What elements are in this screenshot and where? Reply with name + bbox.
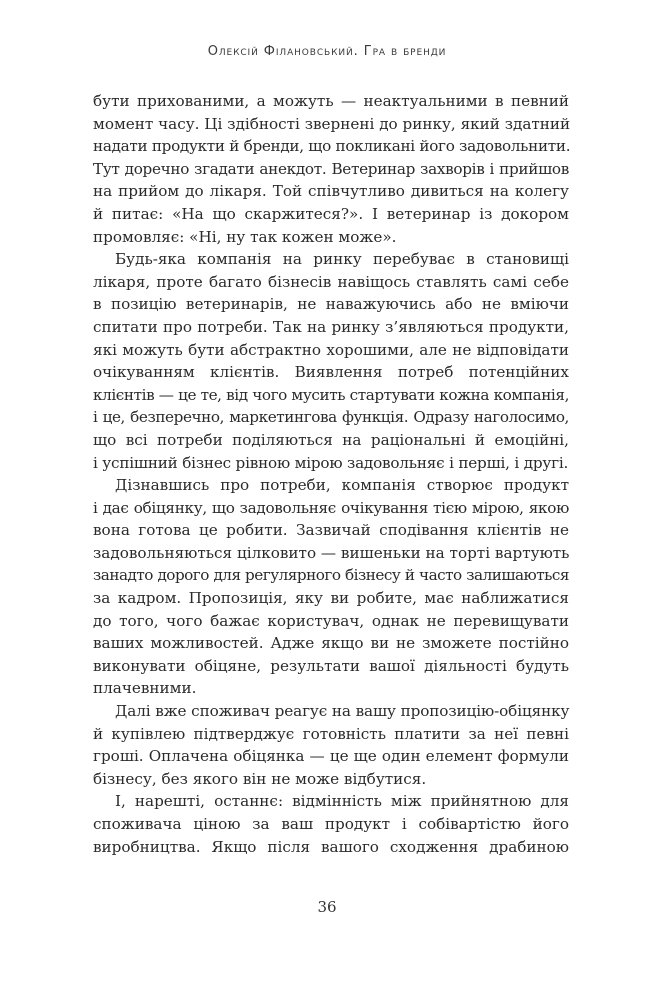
paragraph [93, 90, 569, 248]
text-line: бізнесу, без якого він не може відбутися. [93, 769, 427, 788]
text-line: й питає: «На що скаржитеся?». І ветеринар із докором [93, 204, 569, 223]
text-line: виробництва. Якщо після вашого сходження драбиною [93, 837, 569, 856]
text-line: виконувати обіцяне, результати вашої діяльності будуть [93, 656, 569, 675]
paragraph [93, 700, 569, 790]
text-line: і успішний бізнес рівною мірою задовольняє і перші, і другі. [93, 453, 569, 472]
text-line: Далі вже споживач реагує на вашу пропозицію-обіцянку [115, 702, 570, 721]
text-line: лікаря, проте багато бізнесів навіщось ставлять самі себе [93, 272, 569, 291]
text-line: які можуть бути абстрактно хорошими, але не відповідати [93, 340, 569, 359]
text-line: ваших можливостей. Адже якщо ви не зможете постійно [93, 634, 569, 653]
text-line: очікуванням клієнтів. Виявлення потреб потенційних [93, 363, 569, 382]
text-line: за кадром. Пропозиція, яку ви робите, має наближатися [93, 589, 569, 608]
text-line: на прийом до лікаря. Той співчутливо дивиться на колегу [93, 182, 569, 201]
text-line: промовляє: «Ні, ну так кожен може». [93, 227, 397, 246]
text-line: гроші. Оплачена обіцянка — це ще один елемент формули [93, 747, 569, 766]
paragraph [93, 248, 569, 474]
text-line: до того, чого бажає користувач, однак не перевищувати [93, 611, 569, 630]
text-line: надати продукти й бренди, що покликані його задовольнити. [93, 137, 571, 156]
text-line: і це, безперечно, маркетингова функція. Одразу наголосимо, [93, 408, 569, 427]
text-line: і дає обіцянку, що задовольняє очікування тією мірою, якою [93, 498, 569, 517]
page-number: 36 [317, 898, 337, 916]
text-line: Будь-яка компанія на ринку перебуває в становищі [115, 250, 569, 269]
text-line: плачевними. [93, 679, 197, 698]
text-line: Дізнавшись про потреби, компанія створює продукт [115, 476, 569, 495]
paragraph [93, 474, 569, 700]
text-line: Тут доречно згадати анекдот. Ветеринар захворів і прийшов [93, 159, 569, 178]
running-head: Олексій Філановський. Гра в бренди [207, 44, 447, 59]
body-text [93, 90, 569, 858]
text-line: споживача ціною за ваш продукт і собівартістю його [93, 815, 569, 833]
text-line: момент часу. Ці здібності звернені до ринку, який здатний [93, 114, 571, 133]
text-line: спитати про потреби. Так на ринку з’являються продукти, [93, 317, 569, 336]
text-line: І, нарешті, останнє: відмінність між прийнятною для [115, 792, 569, 811]
text-line: в позицію ветеринарів, не наважуючись або не вміючи [93, 295, 569, 314]
text-line: що всі потреби поділяються на раціональні й емоційні, [93, 430, 569, 449]
text-line: занадто дорого для регулярного бізнесу й часто залишаються [93, 566, 569, 585]
text-line: задовольняються цілковито — вишеньки на торті вартують [93, 543, 570, 562]
text-line: бути прихованими, а можуть — неактуальними в певний [93, 92, 569, 110]
paragraph [93, 790, 569, 858]
text-line: клієнтів — це те, від чого мусить стартувати кожна компанія, [93, 385, 569, 404]
text-line: вона готова це робити. Зазвичай сподівання клієнтів не [93, 521, 569, 540]
text-line: й купівлею підтверджує готовність платити за неї певні [93, 724, 569, 743]
